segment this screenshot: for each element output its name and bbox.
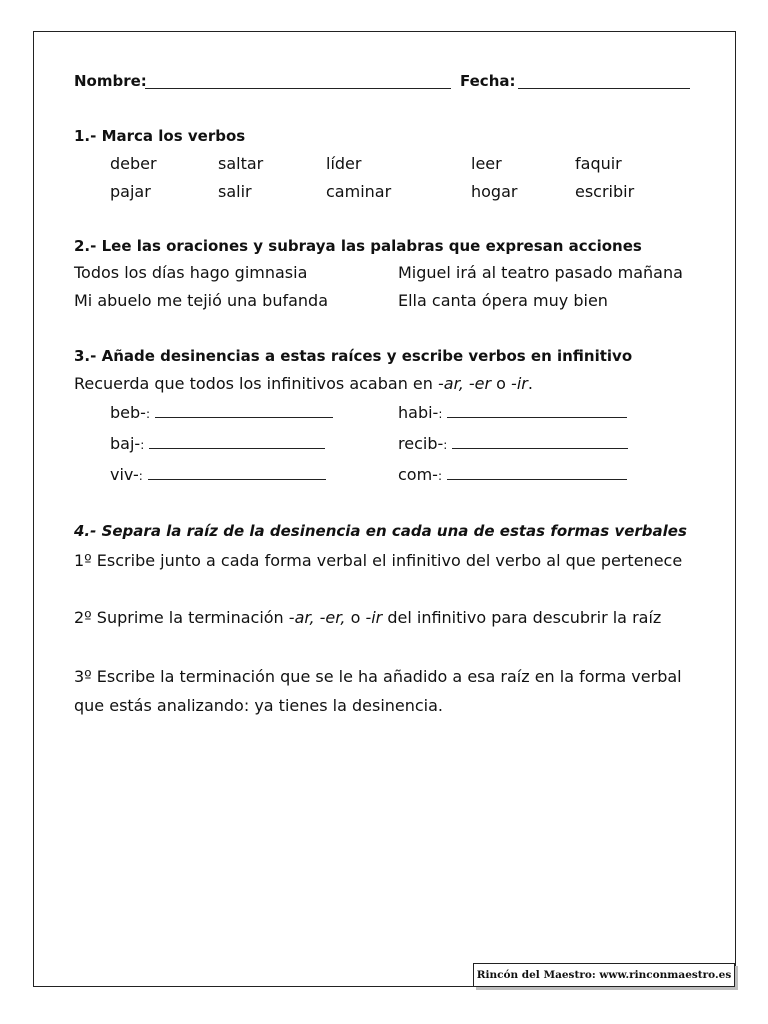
word-item: caminar bbox=[326, 182, 392, 201]
sentence: Miguel irá al teatro pasado mañana bbox=[398, 263, 683, 282]
step-3-line-2: que estás analizando: ya tienes la desinencia. bbox=[74, 696, 444, 715]
word-item: deber bbox=[110, 154, 157, 173]
stem-field[interactable]: baj-: bbox=[110, 434, 325, 453]
name-line[interactable] bbox=[145, 74, 451, 93]
word-item: hogar bbox=[471, 182, 518, 201]
section-3-title: 3.- Añade desinencias a estas raíces y escribe verbos en infinitivo bbox=[74, 347, 633, 365]
stem-field[interactable]: viv-: bbox=[110, 465, 326, 484]
word-item: escribir bbox=[575, 182, 635, 201]
step-1: 1º Escribe junto a cada forma verbal el infinitivo del verbo al que pertenece bbox=[74, 551, 683, 570]
stem-field[interactable]: recib-: bbox=[398, 434, 628, 453]
sentence: Ella canta ópera muy bien bbox=[398, 291, 608, 310]
word-item: pajar bbox=[110, 182, 151, 201]
footer-credit: Rincón del Maestro: www.rinconmaestro.es bbox=[473, 963, 735, 987]
stem-field[interactable]: habi-: bbox=[398, 403, 627, 422]
date-label: Fecha: bbox=[460, 72, 516, 90]
word-item: salir bbox=[218, 182, 252, 201]
sentence: Mi abuelo me tejió una bufanda bbox=[74, 291, 329, 310]
date-line[interactable] bbox=[518, 74, 690, 93]
stem-field[interactable]: com-: bbox=[398, 465, 627, 484]
word-item: leer bbox=[471, 154, 502, 173]
step-2: 2º Suprime la terminación -ar, -er, o -ir del infinitivo para descubrir la raíz bbox=[74, 608, 662, 627]
word-item: faquir bbox=[575, 154, 622, 173]
name-label: Nombre: bbox=[74, 72, 147, 90]
worksheet-border bbox=[33, 31, 736, 987]
section-1-title: 1.- Marca los verbos bbox=[74, 127, 246, 145]
word-item: saltar bbox=[218, 154, 264, 173]
stem-field[interactable]: beb-: bbox=[110, 403, 333, 422]
word-item: líder bbox=[326, 154, 362, 173]
section-2-title: 2.- Lee las oraciones y subraya las palabras que expresan acciones bbox=[74, 237, 642, 255]
step-3-line-1: 3º Escribe la terminación que se le ha añadido a esa raíz en la forma verbal bbox=[74, 667, 682, 686]
section-3-intro: Recuerda que todos los infinitivos acaban en -ar, -er o -ir. bbox=[74, 374, 533, 393]
section-4-title: 4.- Separa la raíz de la desinencia en cada una de estas formas verbales bbox=[74, 522, 687, 540]
sentence: Todos los días hago gimnasia bbox=[74, 263, 308, 282]
